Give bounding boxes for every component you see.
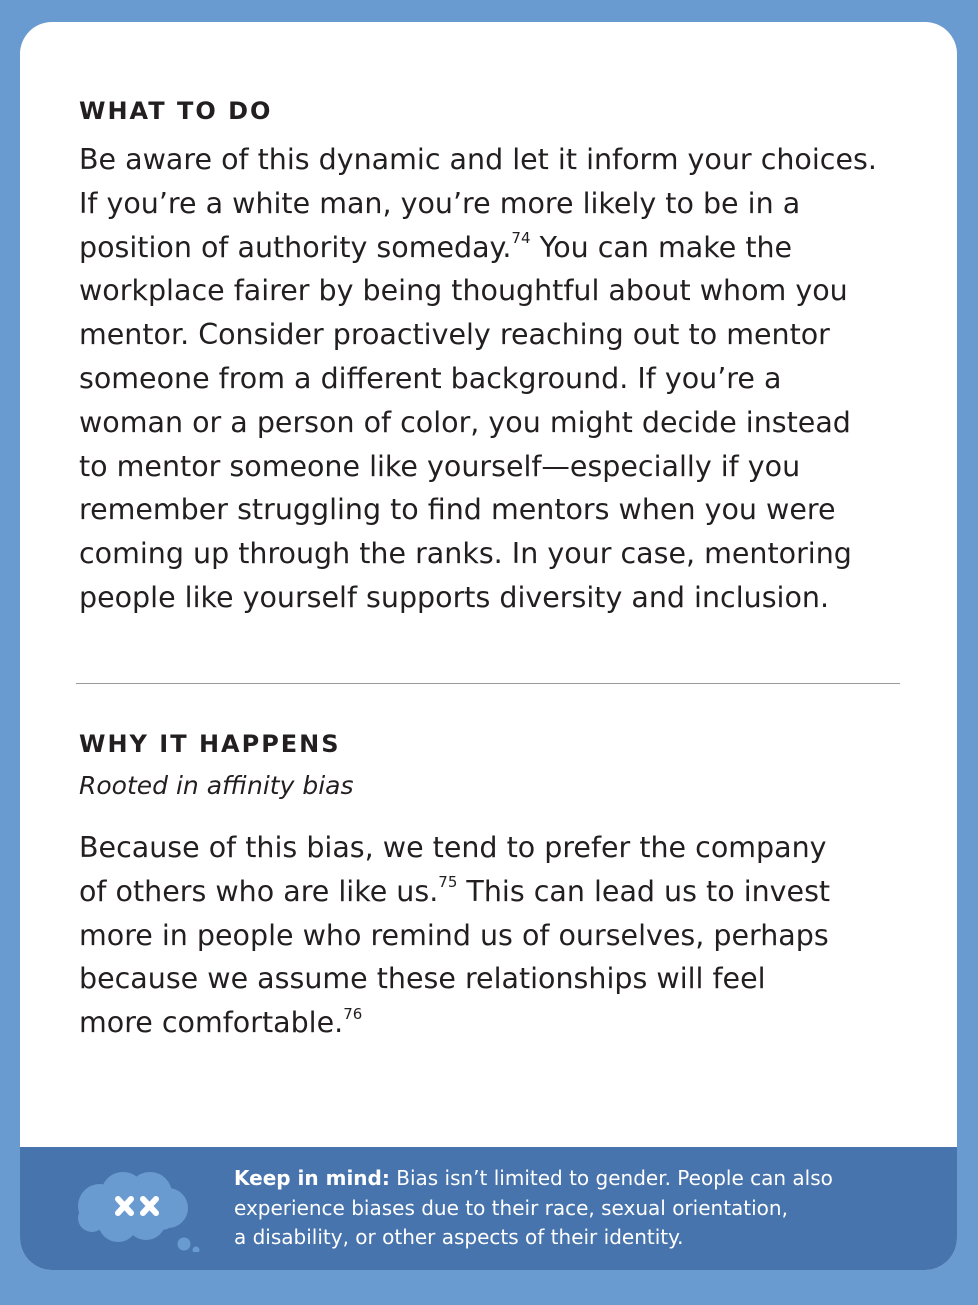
keep-in-mind-label: Keep in mind: (234, 1166, 390, 1190)
what-to-do-heading: WHAT TO DO (79, 97, 273, 125)
why-it-happens-body (79, 826, 830, 1045)
body-line: people like yourself supports diversity and inclusion. (79, 580, 830, 614)
body-line: more in people who remind us of ourselves, perhaps (79, 918, 829, 952)
body-line: Be aware of this dynamic and let it inform your choices. (79, 143, 877, 176)
footer-text-segment: Bias isn’t limited to gender. People can also (389, 1166, 833, 1190)
footnote-ref: 75 (438, 873, 458, 892)
body-line: Because of this bias, we tend to prefer the company (79, 831, 827, 864)
thought-cloud-xx-icon (68, 1166, 208, 1252)
section-divider (76, 683, 900, 684)
body-line: workplace fairer by being thoughtful about whom you (79, 274, 848, 308)
footer-line: experience biases due to their race, sexual orientation, (234, 1195, 788, 1220)
body-line: someone from a different background. If you’re a (79, 361, 782, 395)
body-line: remember struggling to find mentors when you were (79, 493, 836, 527)
why-it-happens-heading: WHY IT HAPPENS (79, 730, 341, 758)
footnote-ref: 76 (343, 1004, 363, 1023)
body-text-segment: position of authority someday. (79, 230, 512, 264)
footer-line (234, 1164, 934, 1194)
body-line (79, 226, 877, 270)
keep-in-mind-footer (20, 1147, 957, 1270)
footer-line: a disability, or other aspects of their identity. (234, 1225, 684, 1249)
why-it-happens-subtitle: Rooted in affinity bias (79, 771, 354, 800)
body-text-segment: of others who are like us. (79, 874, 439, 908)
body-line: woman or a person of color, you might decide instead (79, 405, 851, 439)
body-line: coming up through the ranks. In your case, mentoring (79, 537, 852, 571)
body-line (79, 870, 830, 914)
footnote-ref: 74 (511, 229, 531, 248)
body-line: to mentor someone like yourself—especially if you (79, 449, 801, 483)
body-line: mentor. Consider proactively reaching out to mentor (79, 318, 830, 352)
body-line (79, 1001, 830, 1045)
what-to-do-body (79, 138, 877, 620)
body-text-segment: You can make the (530, 230, 793, 264)
body-text-segment: This can lead us to invest (457, 874, 831, 908)
body-text-segment: more comfortable. (79, 1006, 344, 1040)
body-line: If you’re a white man, you’re more likely to be in a (79, 186, 801, 220)
keep-in-mind-text (234, 1164, 934, 1253)
card (20, 22, 957, 1270)
body-line: because we assume these relationships will feel (79, 962, 766, 996)
